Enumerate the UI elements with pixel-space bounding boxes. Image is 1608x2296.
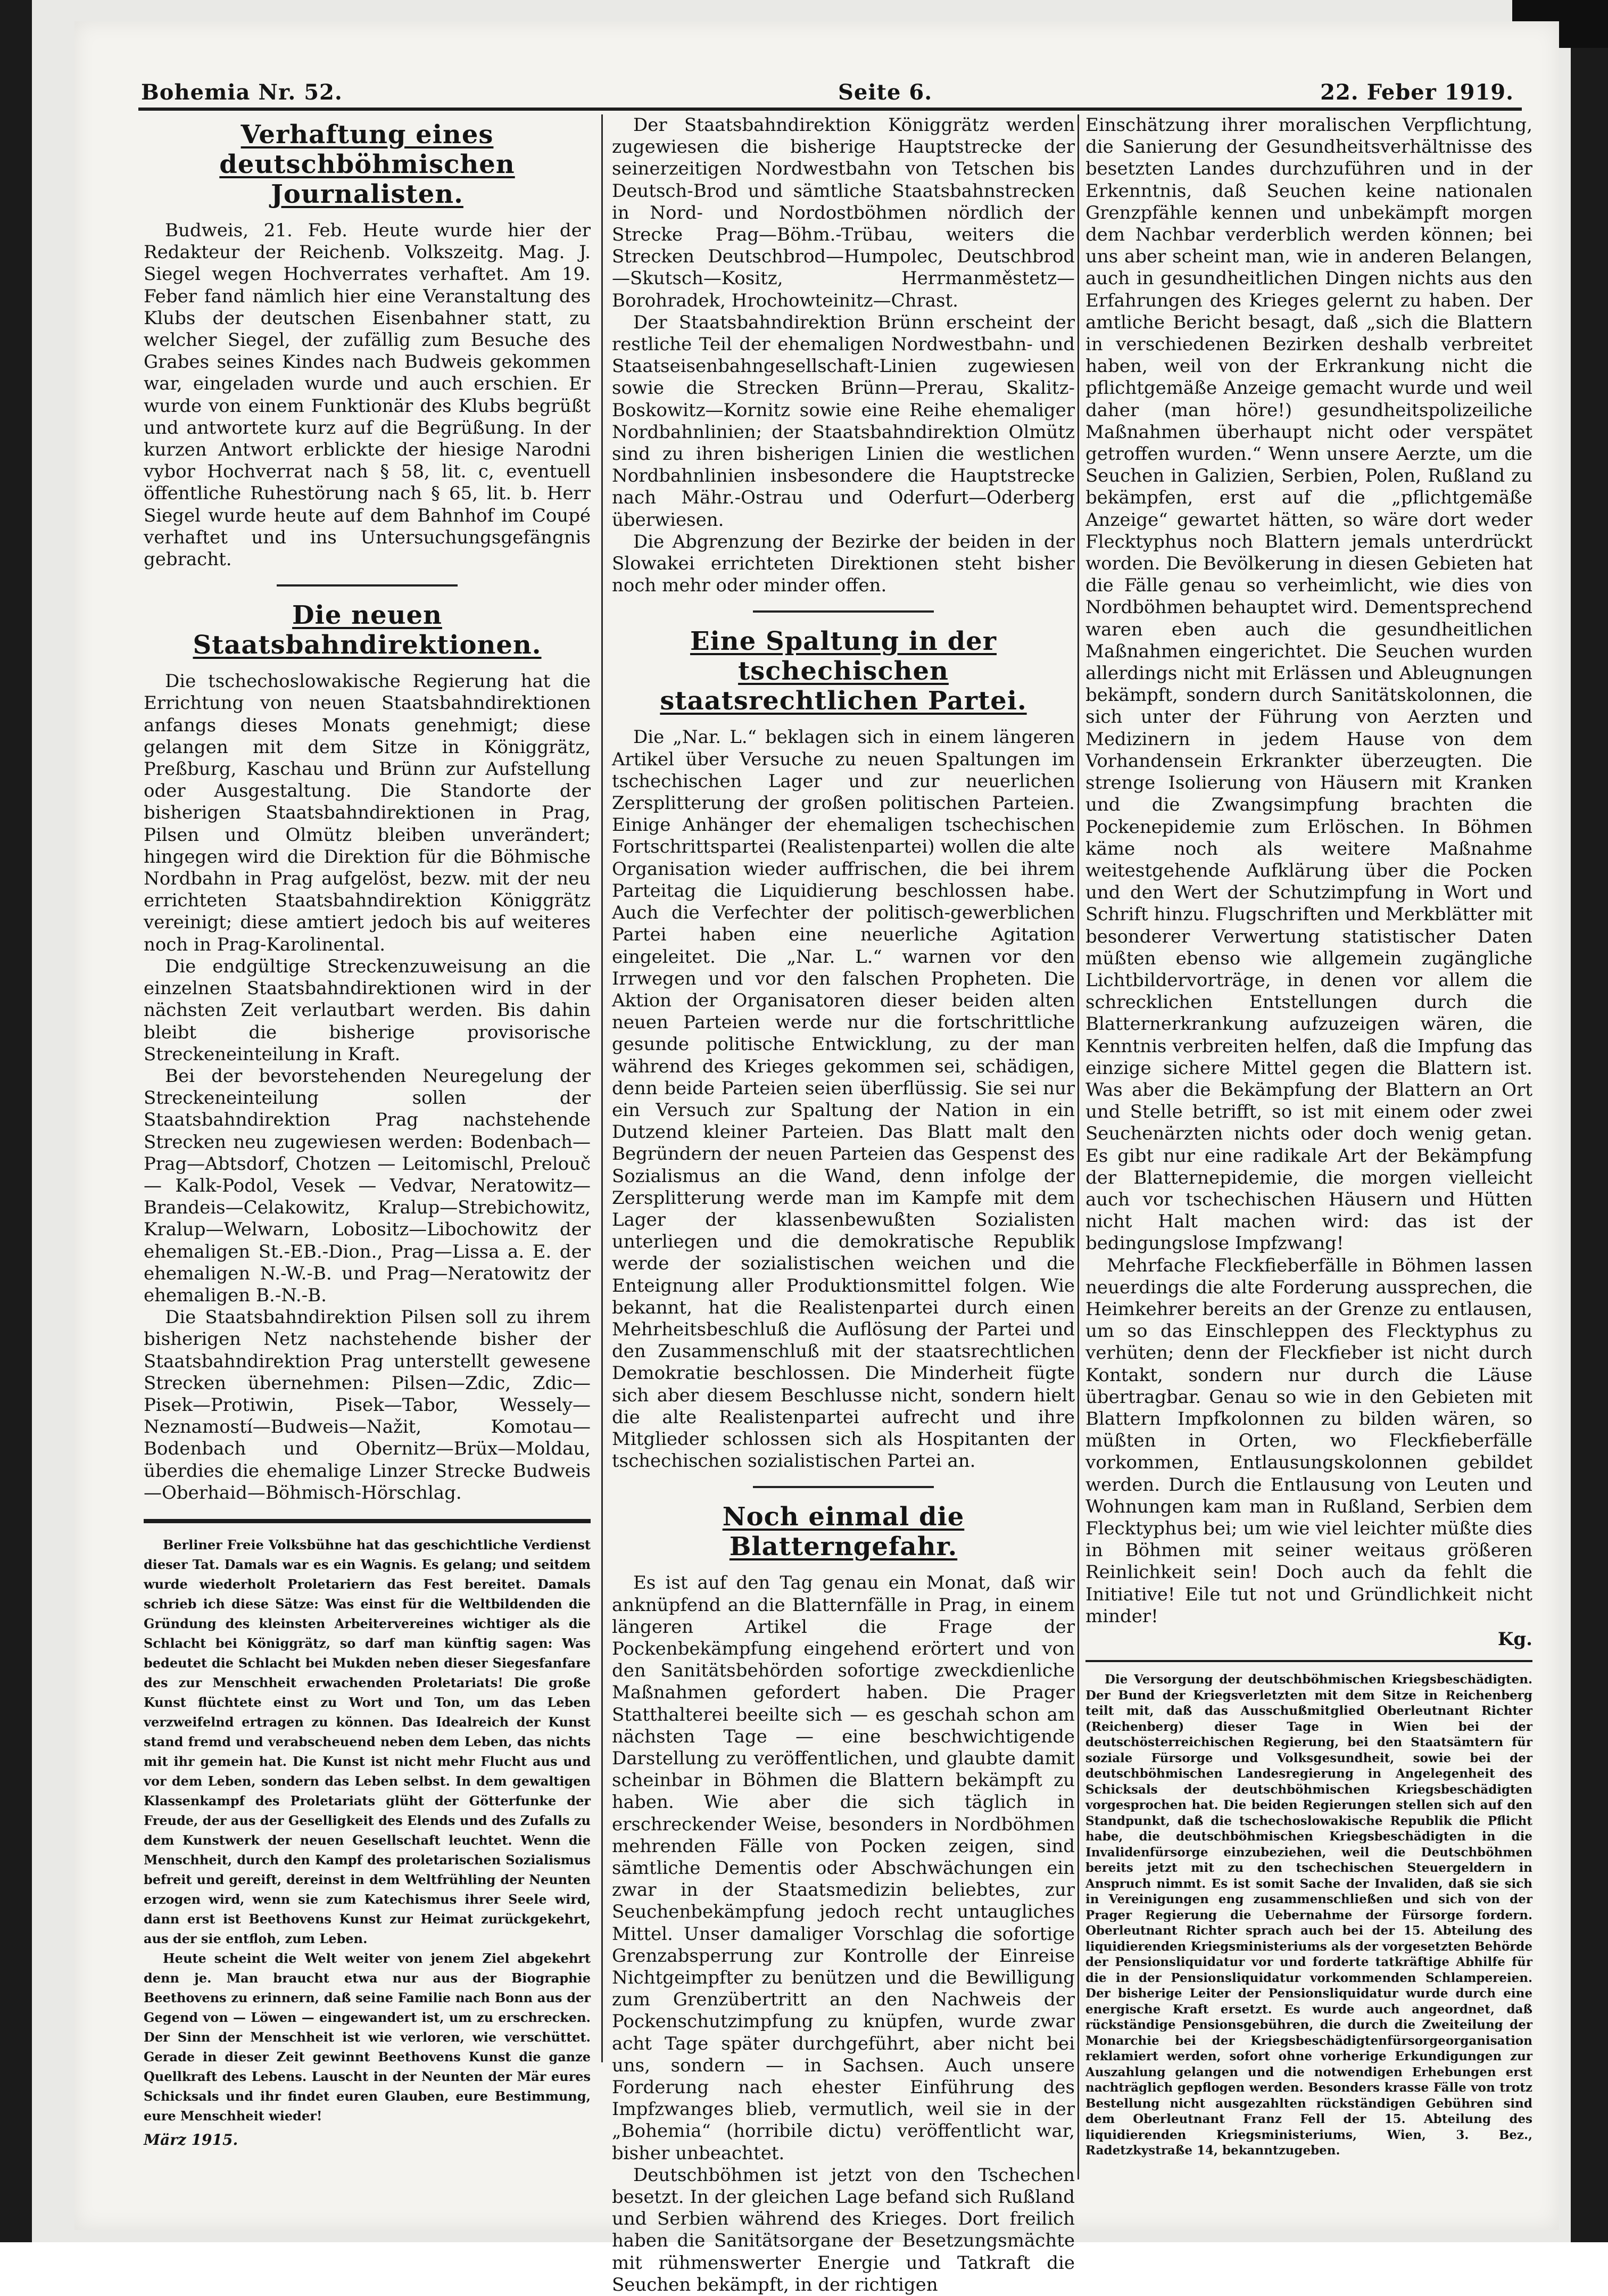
feuilleton-paragraph: Berliner Freie Volksbühne hat das geschichtliche Verdienst dieser Tat. Damals war es ein Wagnis. Es gelang; und seitdem wurde wiederholt Proletariern das Fest bereitet. Damals schrieb ich diese Sätze: Was einst für die Weltbildenden die Gründung des kleinsten Arbeitervereines wichtiger als die Schlacht bei Königgrätz, so darf man künftig sagen: Was bedeutet die Schlacht bei Mukden neben dieser Siegesfanfare des zur Menschheit erwachenden Proletariats! Die große Kunst flüchtete einst zu Wort und Ton, um das Leben verzweifelnd ertragen zu können. Das Idealreich der Kunst stand fremd und verabscheuend neben dem Leben, das nichts mit ihr gemein hat. Die Kunst ist nicht mehr Flucht aus und vor dem Leben, sondern das Leben selbst. In dem gewaltigen Klassenkampf des Proletariats glüht der Götterfunke der Freude, der aus der Geselligkeit des Elends und des Zufalls zu dem Kunstwerk der neuen Gesellschaft leuchtet. Wenn die Menschheit, durch den Kampf des proletarischen Sozialismus befreit und gereift, dereinst in dem Weltfrühling der Neunten erzogen wird, wenn sie zum Katechismus ihrer Seele wird, dann erst ist Beethovens Kunst zur Heimat zurückgekehrt, aus der sie entfloh, zum Leben.: [144, 1537, 591, 1946]
article-paragraph: Mehrfache Fleckfieberfälle in Böhmen lassen neuerdings die alte Forderung aussprechen, die Heimkehrer bereits an der Grenze zu entlausen, um so das Einschleppen des Flecktyphus zu verhüten; denn der Fleckfieber ist nicht durch Kontakt, sondern nur durch die Läuse übertragbar. Genau so wie in den Gebieten mit Blattern Impfkolonnen zu bilden wären, so müßten in Orten, wo Fleckfieberfälle vorkommen, Entlausungskolonnen gebildet werden. Durch die Entlausung von Leuten und Wohnungen kam man in Rußland, Serbien dem Flecktyphus bei; um wie viel leichter müßte dies in Böhmen mit seiner weitaus größeren Reinlichkeit sein! Doch auch da fehlt die Initiative! Eile tut not und Gründlichkeit nicht minder!: [1085, 1254, 1532, 1627]
article-paragraph: Die endgültige Streckenzuweisung an die einzelnen Staatsbahndirektionen wird in der nächsten Zeit verlautbart werden. Bis dahin bleibt die bisherige provisorische Streckeneinteilung in Kraft.: [144, 955, 591, 1065]
notice-paragraph: Die Versorgung der deutschböhmischen Kriegsbeschädigten. Der Bund der Kriegsverletzten mit dem Sitze in Reichenberg teilt mit, daß das Ausschußmitglied Oberleutnant Richter (Reichenberg) dieser Tage in Wien bei der deutschösterreichischen Regierung, bei den Staatsämtern für soziale Fürsorge und Volksgesundheit, sowie bei der deutschböhmischen Landesregierung in Angelegenheit des Schicksals der deutschböhmischen Kriegsbeschädigten vorgesprochen hat. Die beiden Regierungen stellen sich auf den Standpunkt, daß die tschechoslowakische Republik die Pflicht habe, die deutschböhmischen Kriegsbeschädigten in die Invalidenfürsorge einzubeziehen, weil die Deutschböhmen bereits jetzt mit zu den tschechischen Steuergeldern in Anspruch nimmt. Es ist somit Sache der Invaliden, daß sie sich in Vereinigungen eng zusammenschließen und sich von der Prager Regierung die Uebernahme der Fürsorge fordern. Oberleutnant Richter sprach auch bei der 15. Abteilung des liquidierenden Kriegsministeriums als der vorgesetzten Behörde der Pensionsliquidatur vor und forderte tatkräftige Abhilfe für die in der Pensionsliquidatur vorkommenden Schlampereien. Der bisherige Leiter der Pensionsliquidatur wurde durch eine energische Kraft ersetzt. Es wurde auch angeordnet, daß rückständige Pensionsgebühren, die durch die Zweiteilung der Monarchie bei der Kriegsbeschädigtenfürsorgeorganisation reklamiert werden, sofort ohne vorherige Erkundigungen zur Auszahlung gelangen und die notwendigen Erhebungen erst nachträglich gepflogen werden. Besonders krasse Fälle von trotz Bestellung nicht ausgezahlten rückständigen Gebühren sind dem Oberleutnant Franz Fell der 15. Abteilung des liquidierenden Kriegsministeriums, Wien, 3. Bez., Radetzkystraße 14, bekanntzugeben.: [1085, 1672, 1532, 2158]
scan-edge-right: [1571, 0, 1608, 2242]
page-header: [67, 80, 1535, 112]
article-paragraph: Der Staatsbahndirektion Brünn erscheint der restliche Teil der ehemaligen Nordwestbahn- und Staatseisenbahngesellschaft-Linien zugewiesen sowie die Strecken Brünn—Prerau, Skalitz-Boskowitz—Kornitz sowie eine Reihe ehemaliger Nordbahnlinien; der Staatsbahndirektion Olmütz sind zu ihren bisherigen Linien die westlichen Nordbahnlinien insbesondere die Hauptstrecke nach Mähr.-Ostrau und Oderfurt—Oderberg überwiesen.: [612, 311, 1075, 531]
article-separator: [753, 610, 934, 613]
article-body-party-split: Die „Nar. L.“ beklagen sich in einem längeren Artikel über Versuche zu neuen Spaltungen im tschechischen Lager und zur neuerlichen Zersplitterung der großen politischen Parteien. Einige Anhänger der ehemaligen tschechischen Fortschrittspartei (Realistenpartei) wollen die alte Organisation wieder auffrischen, die bei ihrem Parteitag die Liquidierung beschlossen habe. Auch die Verfechter der politisch-gewerblichen Partei haben eine neuerliche Agitation eingeleitet. Die „Nar. L.“ warnen vor den Irrwegen und vor den falschen Propheten. Die Aktion der Organisatoren dieser beiden alten neuen Parteien werde nur die fortschrittliche gesunde politische Entwicklung, zu der man während des Krieges gekommen sei, schädigen, denn beide Parteien seien überflüssig. Sie sei nur ein Versuch zur Spaltung der Nation in ein Dutzend kleiner Parteien. Das Blatt malt den Begründern der neuen Parteien das Gespenst des Sozialismus an die Wand, denn infolge der Zersplitterung werde man im Kampfe mit dem Lager der klassenbewußten Sozialisten unterliegen und die demokratische Republik werde der sozialistischen weichen und die Enteignung aller Produktionsmittel folgen. Wie bekannt, hat die Realistenpartei durch einen Mehrheitsbeschluß die Auflösung der Partei und den Zusammenschluß mit der staatsrechtlichen Demokratie beschlossen. Die Minderheit fügte sich aber diesem Beschlusse nicht, sondern hielt die alte Realistenpartei aufrecht und ihre Mitglieder schlossen sich als Hospitanten der tschechischen sozialistischen Partei an.: [612, 726, 1075, 1472]
header-issue: Bohemia Nr. 52.: [141, 80, 343, 105]
feuilleton-separator: [144, 1519, 591, 1523]
column-2: [612, 114, 1075, 2295]
column-3: [1085, 114, 1532, 2179]
article-paragraph: Der Staatsbahndirektion Königgrätz werden zugewiesen die bisherige Hauptstrecke der seinerzeitigen Nordwestbahn von Tetschen bis Deutsch-Brod und sämtliche Staatsbahnstrecken in Nord- und Nordostböhmen nördlich der Strecke Prag—Böhm.-Trübau, weiters die Strecken Deutschbrod—Humpolec, Deutschbrod—Skutsch—Kositz, Herrmanměstetz—Borohradek, Hrochowteinitz—Chrast.: [612, 114, 1075, 311]
column-rule-2: [1077, 114, 1079, 2179]
article-paragraph: Die Staatsbahndirektion Pilsen soll zu ihrem bisherigen Netz nachstehende bisher der Staatsbahndirektion Prag unterstellt gewesene Strecken übernehmen: Pilsen—Zdic, Zdic—Pisek—Protiwin, Pisek—Tabor, Wessely—Neznamostí—Budweis—Nažit, Komotau—Bodenbach und Obernitz—Brüx—Moldau, überdies die ehemalige Linzer Strecke Budweis—Oberhaid—Böhmisch-Hörschlag.: [144, 1307, 591, 1504]
article-separator: [277, 584, 458, 587]
column-rule-1: [601, 114, 603, 2062]
article-title-party-split: Eine Spaltung in der tschechischen staatsrechtlichen Partei.: [660, 626, 1027, 716]
feuilleton-paragraph: Heute scheint die Welt weiter von jenem Ziel abgekehrt denn je. Man braucht etwa nur aus der Biographie Beethovens zu erinnern, daß seine Familie nach Bonn aus der Gegend von — Löwen — eingewandert ist, um zu erschrecken. Der Sinn der Menschheit ist wie verloren, wie verschüttet. Gerade in dieser Zeit gewinnt Beethovens Kunst die ganze Quellkraft des Lebens. Lauscht in der Neunten der Mär eures Schicksals und ihr findet euren Glauben, eure Bestimmung, eure Menschheit wieder!: [144, 1950, 591, 2124]
article-paragraph: Es ist auf den Tag genau ein Monat, daß wir anknüpfend an die Blatternfälle in Prag, in einem längeren Artikel die Frage der Pockenbekämpfung eingehend erörtert und von den Sanitätsbehörden sofortige zweckdienliche Maßnahmen gefordert haben. Die Prager Statthalterei beeilte sich — es geschah schon am nächsten Tage — eine beschwichtigende Darstellung zu veröffentlichen, und glaubte damit scheinbar in Böhmen die Blattern bekämpft zu haben. Wie aber die sich täglich in erschreckender Weise, besonders in Nordböhmen mehrenden Fälle von Pocken zeigen, sind sämtliche Dementis oder Abschwächungen ein zwar in der Staatsmedizin beliebtes, zur Seuchenbekämpfung jedoch recht untaugliches Mittel. Unser damaliger Vorschlag die sofortige Grenzabsperrung zur Kontrolle der Einreise Nichtgeimpfter zu benützen und die Bewilligung zum Grenzübertritt an den Nachweis der Pockenschutzimpfung zu knüpfen, wurde zwar acht Tage später durchgeführt, aber nicht bei uns, sondern — in Sachsen. Auch unsere Forderung nach ehester Einführung des Impfzwanges blieb, vermutlich, weil sie in der „Bohemia“ (horribile dictu) veröffentlicht war, bisher unbeachtet.: [612, 1572, 1075, 2164]
column-1: [144, 114, 591, 2158]
article-signature: Kg.: [1497, 1629, 1532, 1650]
article-title-smallpox: Noch einmal die Blatterngefahr.: [722, 1502, 965, 1562]
article-separator: [1085, 1660, 1532, 1662]
header-rule: [138, 108, 1522, 111]
feuilleton-date: März 1915.: [144, 2130, 238, 2149]
article-separator: [753, 1486, 934, 1488]
article-title-journalist-arrest: Verhaftung eines deutschböhmischen Journalisten.: [219, 120, 515, 209]
article-paragraph: Deutschböhmen ist jetzt von den Tschechen besetzt. In der gleichen Lage befand sich Rußland und Serbien während des Krieges. Dort freilich haben die Sanitätsorgane der Besetzungsmächte mit rühmenswerter Energie und Tatkraft die Seuchen bekämpft, in der richtigen: [612, 2164, 1075, 2295]
feuilleton-section: [144, 1535, 591, 2150]
scan-edge-left: [0, 0, 32, 2242]
notice-section: [1085, 1672, 1532, 2159]
article-paragraph: Bei der bevorstehenden Neuregelung der Streckeneinteilung sollen der Staatsbahndirektion Prag nachstehende Strecken neu zugewiesen werden: Bodenbach—Prag—Abtsdorf, Chotzen — Leitomischl, Prelouč — Kalk-Podol, Vesek — Vedvar, Neratowitz—Brandeis—Celakowitz, Kralup—Strebichowitz, Kralup—Welwarn, Lobositz—Libochowitz der ehemaligen St.-EB.-Dion., Prag—Lissa a. E. der ehemaligen N.-W.-B. und Prag—Neratowitz der ehemaligen B.-N.-B.: [144, 1065, 591, 1306]
header-page-number: Seite 6.: [838, 80, 933, 105]
article-paragraph: Die Abgrenzung der Bezirke der beiden in der Slowakei errichteten Direktionen steht bisher noch mehr oder minder offen.: [612, 531, 1075, 597]
article-paragraph: Die tschechoslowakische Regierung hat die Errichtung von neuen Staatsbahndirektionen anfangs dieses Monats genehmigt; diese gelangen mit dem Sitze in Königgrätz, Preßburg, Kaschau und Brünn zur Aufstellung oder Ausgestaltung. Die Standorte der bisherigen Staatsbahndirektionen in Prag, Pilsen und Olmütz bleiben unverändert; hingegen wird die Direktion für die Böhmische Nordbahn in Prag aufgelöst, bezw. mit der neu errichteten Staatsbahndirektion Königgrätz vereinigt; diese amtiert jedoch bis auf weiteres noch in Prag-Karolinental.: [144, 671, 591, 955]
header-date: 22. Feber 1919.: [1320, 80, 1514, 105]
article-paragraph: Einschätzung ihrer moralischen Verpflichtung, die Sanierung der Gesundheitsverhältnisse des besetzten Landes durchzuführen und in der Erkenntnis, daß Seuchen keine nationalen Grenzpfähle kennen und unbekämpft morgen dem Nachbar verderblich werden können; bei uns aber scheint man, wie in anderen Belangen, auch in gesundheitlichen Dingen nichts aus den Erfahrungen des Krieges gelernt zu haben. Der amtliche Bericht besagt, daß „sich die Blattern in verschiedenen Bezirken deshalb verbreitet haben, weil von der Erkrankung nicht die pflichtgemäße Anzeige gemacht wurde und weil daher (man höre!) gesundheitspolizeiliche Maßnahmen überhaupt nicht oder verspätet getroffen wurden.“ Wenn unsere Aerzte, um die Seuchen in Galizien, Serbien, Polen, Rußland zu bekämpfen, erst auf die „pflichtgemäße Anzeige“ gewartet hätten, so wäre dort weder Flecktyphus noch Blattern jemals unterdrückt worden. Die Bevölkerung in diesen Gebieten hat die Fälle genau so verheimlicht, wie dies von Nordböhmen behauptet wird. Dementsprechend waren eben auch die gesundheitlichen Maßnahmen eingerichtet. Die Seuchen wurden allerdings nicht mit Erlässen und Ableugnungen bekämpft, sondern durch Sanitätskolonnen, die sich unter der Führung von Aerzten und Medizinern in jedem Hause von dem Vorhandensein Erkrankter überzeugten. Die strenge Isolierung von Häusern mit Kranken und die Zwangsimpfung brachten die Pockenepidemie zum Erlöschen. In Böhmen käme noch als weitere Maßnahme weitestgehende Aufklärung über die Pocken und den Wert der Schutzimpfung in Wort und Schrift hinzu. Flugschriften und Merkblätter mit besonderer Verwertung statistischer Daten müßten ebenso wie allgemein zugängliche Lichtbildervorträge, in denen vor allem die schrecklichen Entstellungen durch die Blatternerkrankung aufzuzeigen wären, die Kenntnis verbreiten helfen, daß die Impfung das einzige sichere Mittel gegen die Blattern ist. Was aber die Bekämpfung der Blattern an Ort und Stelle betrifft, so ist mit einem oder zwei Seuchenärzten nichts oder doch wenig getan. Es gibt nur eine radikale Art der Bekämpfung der Blatternepidemie, die morgen vielleicht auch vor tschechischen Häusern und Hütten nicht Halt machen wird: das ist der bedingungslose Impfzwang!: [1085, 114, 1532, 1254]
article-body-journalist-arrest: Budweis, 21. Feb. Heute wurde hier der Redakteur der Reichenb. Volkszeitg. Mag. J. Siegel wegen Hochverrates verhaftet. Am 19. Feber fand nämlich hier eine Veranstaltung des Klubs der deutschen Eisenbahner statt, zu welcher Siegel, der zufällig zum Besuche des Grabes seines Kindes nach Budweis gekommen war, eingeladen wurde und auch erschien. Er wurde von einem Funktionär des Klubs begrüßt und antwortete kurz auf die Begrüßung. In der kurzen Antwort erblickte der hiesige Narodni vybor Hochverrat nach § 58, lit. c, eventuell öffentliche Ruhestörung nach § 65, lit. b. Herr Siegel wurde heute auf dem Bahnhof im Coupé verhaftet und ins Untersuchungsgefängnis gebracht.: [144, 220, 591, 571]
article-title-railway-directorates: Die neuen Staatsbahndirektionen.: [193, 600, 542, 660]
